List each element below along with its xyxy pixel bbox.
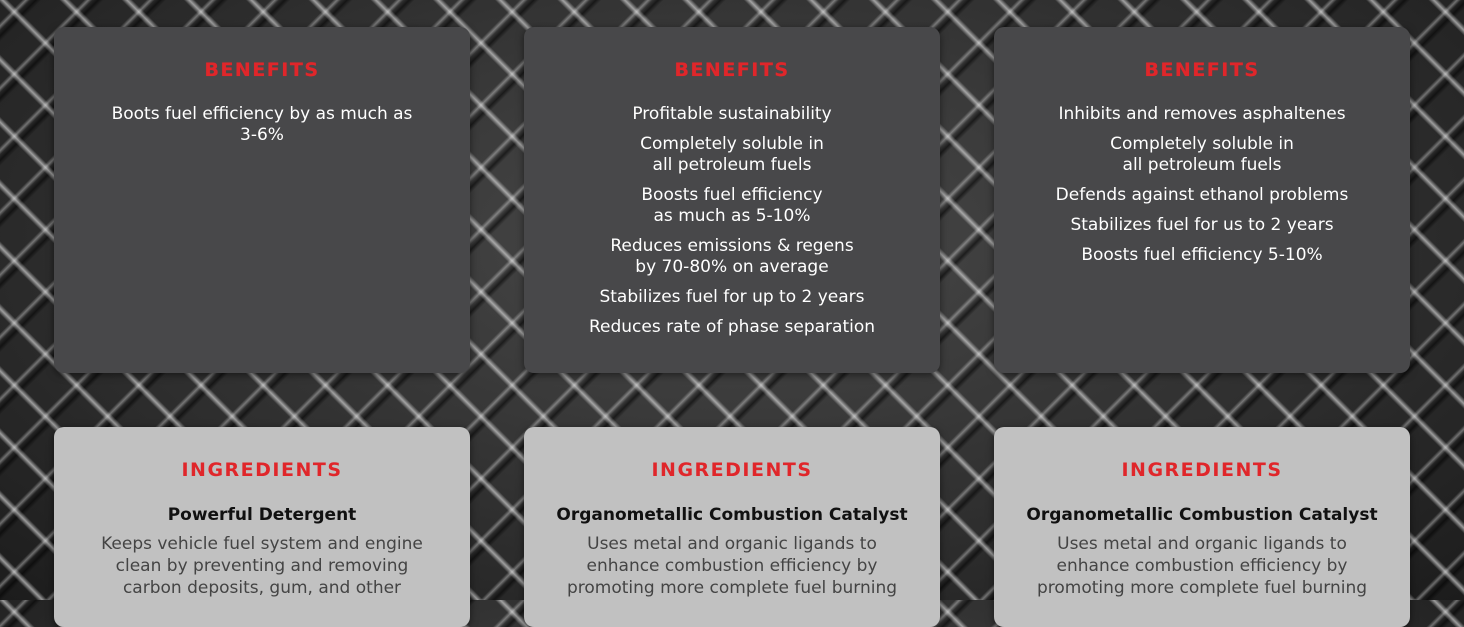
ingredients-heading: INGREDIENTS [651,459,813,481]
benefit-item: Inhibits and removes asphaltenes [1058,104,1346,124]
benefit-item: Reduces rate of phase separation [588,317,876,337]
benefit-item: Stabilizes fuel for us to 2 years [1070,215,1334,235]
ingredient-description: Uses metal and organic ligands to enhance combustion efficiency by promoting more complete fuel burning [566,534,898,598]
benefit-item: Completely soluble in all petroleum fuels [1110,134,1294,175]
benefit-item: Reduces emissions & regens by 70-80% on average [610,236,854,277]
benefit-item: Completely soluble in all petroleum fuels [640,134,824,175]
benefit-item: Profitable sustainability [632,104,832,124]
benefit-item: Boosts fuel efficiency 5-10% [1081,245,1323,265]
ingredient-title: Powerful Detergent [167,505,357,525]
benefit-item: Boosts fuel efficiency as much as 5-10% [641,185,823,226]
benefit-item: Boots fuel efficiency by as much as 3-6% [111,104,413,145]
ingredients-card-3 [994,427,1410,627]
benefits-card-2 [524,27,940,373]
ingredients-card-2 [524,427,940,627]
benefits-heading: BENEFITS [204,59,320,81]
benefits-card-1 [54,27,470,373]
ingredient-title: Organometallic Combustion Catalyst [1026,505,1378,525]
benefits-list [74,104,450,155]
benefits-heading: BENEFITS [674,59,790,81]
ingredient-title: Organometallic Combustion Catalyst [556,505,908,525]
benefits-list [1014,104,1390,275]
benefits-card-3 [994,27,1410,373]
ingredients-card-1 [54,427,470,627]
ingredients-heading: INGREDIENTS [1121,459,1283,481]
benefit-item: Defends against ethanol problems [1055,185,1349,205]
benefits-list [544,104,920,347]
benefit-item: Stabilizes fuel for up to 2 years [599,287,865,307]
ingredient-description: Keeps vehicle fuel system and engine clean by preventing and removing carbon deposits, gum, and other [101,534,423,598]
ingredient-description: Uses metal and organic ligands to enhance combustion efficiency by promoting more complete fuel burning [1036,534,1368,598]
ingredients-heading: INGREDIENTS [181,459,343,481]
benefits-heading: BENEFITS [1144,59,1260,81]
